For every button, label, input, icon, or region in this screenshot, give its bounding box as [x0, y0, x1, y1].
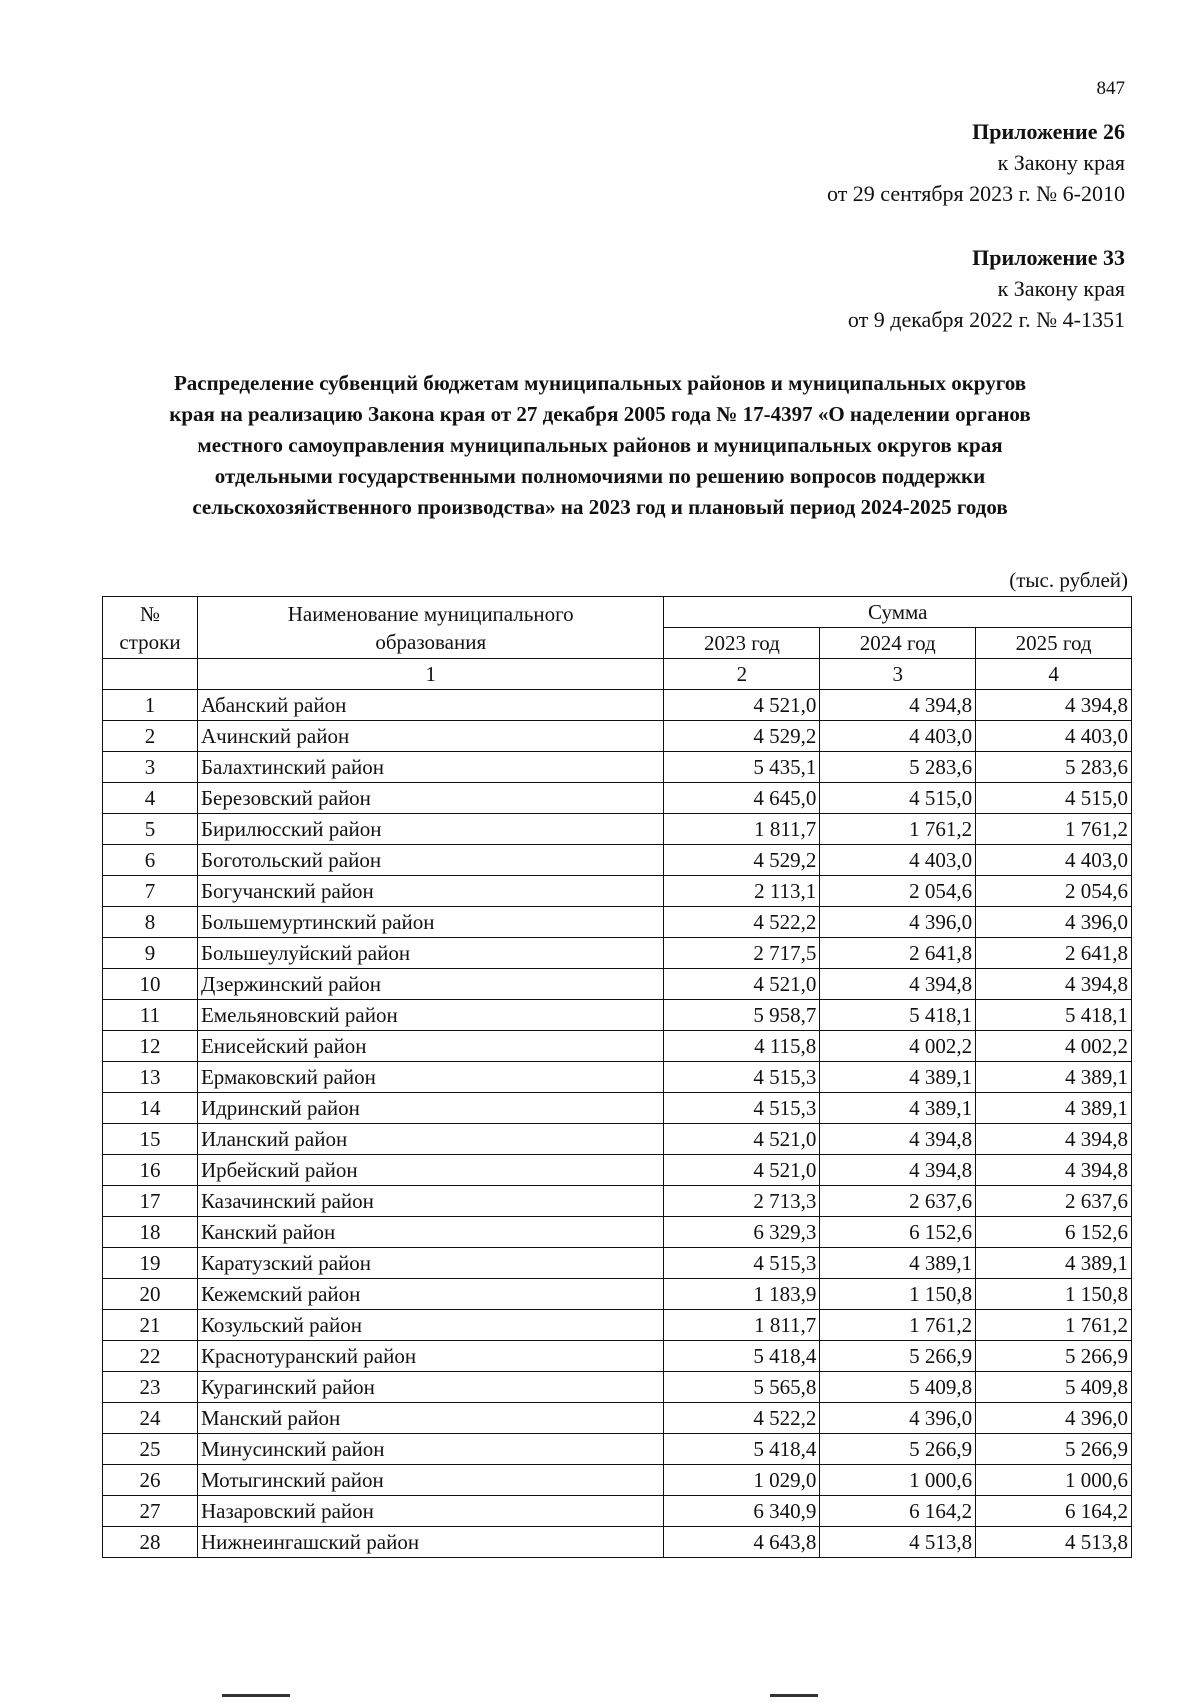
- subvention-table: [102, 596, 1132, 1558]
- table-row: [103, 1186, 1132, 1217]
- row-number-cell: 3: [103, 752, 198, 783]
- row-number-cell: 23: [103, 1372, 198, 1403]
- row-number-cell: 4: [103, 783, 198, 814]
- appendix-law: к Закону края: [997, 150, 1125, 175]
- amount-2025-cell: 1 000,6: [976, 1465, 1132, 1496]
- header-column-number: 3: [820, 659, 976, 690]
- amount-2024-cell: 4 396,0: [820, 1403, 976, 1434]
- header-text: строки: [119, 629, 181, 654]
- row-number-cell: 8: [103, 907, 198, 938]
- row-number-cell: 24: [103, 1403, 198, 1434]
- table-body: [103, 690, 1132, 1558]
- row-number-cell: 10: [103, 969, 198, 1000]
- amount-2023-cell: 4 521,0: [664, 690, 820, 721]
- table-row: [103, 783, 1132, 814]
- municipality-name-cell: Нижнеингашский район: [197, 1527, 664, 1558]
- amount-2024-cell: 5 266,9: [820, 1341, 976, 1372]
- amount-2023-cell: 5 958,7: [664, 1000, 820, 1031]
- title-line: отдельными государственными полномочиями по решению вопросов поддержки: [214, 464, 986, 488]
- amount-2024-cell: 1 000,6: [820, 1465, 976, 1496]
- municipality-name-cell: Большеулуйский район: [197, 938, 664, 969]
- title-line: сельскохозяйственного производства» на 2023 год и плановый период 2024-2025 годов: [192, 495, 1008, 519]
- amount-2024-cell: 4 513,8: [820, 1527, 976, 1558]
- municipality-name-cell: Назаровский район: [197, 1496, 664, 1527]
- amount-2024-cell: 4 403,0: [820, 845, 976, 876]
- table-row: [103, 1372, 1132, 1403]
- table-row: [103, 752, 1132, 783]
- row-number-cell: 18: [103, 1217, 198, 1248]
- amount-2024-cell: 4 394,8: [820, 1124, 976, 1155]
- amount-2024-cell: 5 283,6: [820, 752, 976, 783]
- municipality-name-cell: Ирбейский район: [197, 1155, 664, 1186]
- municipality-name-cell: Идринский район: [197, 1093, 664, 1124]
- amount-2024-cell: 1 761,2: [820, 1310, 976, 1341]
- amount-2025-cell: 4 515,0: [976, 783, 1132, 814]
- amount-2025-cell: 4 394,8: [976, 690, 1132, 721]
- amount-2025-cell: 4 396,0: [976, 1403, 1132, 1434]
- row-number-cell: 14: [103, 1093, 198, 1124]
- amount-2025-cell: 1 150,8: [976, 1279, 1132, 1310]
- row-number-cell: 27: [103, 1496, 198, 1527]
- amount-2024-cell: 4 389,1: [820, 1093, 976, 1124]
- municipality-name-cell: Абанский район: [197, 690, 664, 721]
- municipality-name-cell: Иланский район: [197, 1124, 664, 1155]
- row-number-cell: 15: [103, 1124, 198, 1155]
- amount-2023-cell: 1 183,9: [664, 1279, 820, 1310]
- row-number-cell: 26: [103, 1465, 198, 1496]
- appendix-law: к Закону края: [997, 276, 1125, 301]
- table-row: [103, 1093, 1132, 1124]
- units-note: (тыс. рублей): [1009, 568, 1128, 592]
- amount-2024-cell: 4 389,1: [820, 1248, 976, 1279]
- municipality-name-cell: Казачинский район: [197, 1186, 664, 1217]
- title-line: края на реализацию Закона края от 27 декабря 2005 года № 17-4397 «О наделении органов: [169, 402, 1031, 426]
- municipality-name-cell: Боготольский район: [197, 845, 664, 876]
- amount-2024-cell: 4 394,8: [820, 690, 976, 721]
- amount-2025-cell: 4 403,0: [976, 845, 1132, 876]
- amount-2023-cell: 4 529,2: [664, 721, 820, 752]
- table-row: [103, 1279, 1132, 1310]
- municipality-name-cell: Кежемский район: [197, 1279, 664, 1310]
- table-row: [103, 1310, 1132, 1341]
- amount-2024-cell: 4 403,0: [820, 721, 976, 752]
- amount-2023-cell: 2 113,1: [664, 876, 820, 907]
- amount-2023-cell: 5 418,4: [664, 1434, 820, 1465]
- amount-2025-cell: 4 389,1: [976, 1093, 1132, 1124]
- amount-2024-cell: 5 266,9: [820, 1434, 976, 1465]
- municipality-name-cell: Ермаковский район: [197, 1062, 664, 1093]
- amount-2024-cell: 1 761,2: [820, 814, 976, 845]
- amount-2024-cell: 2 641,8: [820, 938, 976, 969]
- amount-2025-cell: 6 152,6: [976, 1217, 1132, 1248]
- amount-2024-cell: 4 515,0: [820, 783, 976, 814]
- table-row: [103, 814, 1132, 845]
- municipality-name-cell: Канский район: [197, 1217, 664, 1248]
- row-number-cell: 22: [103, 1341, 198, 1372]
- amount-2025-cell: 5 409,8: [976, 1372, 1132, 1403]
- document-title: [100, 368, 1100, 523]
- amount-2024-cell: 6 152,6: [820, 1217, 976, 1248]
- table-row: [103, 1124, 1132, 1155]
- row-number-cell: 9: [103, 938, 198, 969]
- amount-2023-cell: 1 029,0: [664, 1465, 820, 1496]
- amount-2024-cell: 2 054,6: [820, 876, 976, 907]
- page-number: 847: [1096, 78, 1125, 99]
- amount-2024-cell: 4 002,2: [820, 1031, 976, 1062]
- appendix-header-26: [827, 116, 1125, 209]
- amount-2025-cell: 1 761,2: [976, 814, 1132, 845]
- table-row: [103, 1031, 1132, 1062]
- amount-2024-cell: 5 418,1: [820, 1000, 976, 1031]
- header-row-number: [103, 597, 198, 659]
- municipality-name-cell: Большемуртинский район: [197, 907, 664, 938]
- appendix-title: Приложение 33: [972, 245, 1125, 270]
- row-number-cell: 21: [103, 1310, 198, 1341]
- row-number-cell: 28: [103, 1527, 198, 1558]
- municipality-name-cell: Емельяновский район: [197, 1000, 664, 1031]
- municipality-name-cell: Козульский район: [197, 1310, 664, 1341]
- amount-2025-cell: 6 164,2: [976, 1496, 1132, 1527]
- table-row: [103, 1403, 1132, 1434]
- header-column-number: 2: [664, 659, 820, 690]
- amount-2023-cell: 5 418,4: [664, 1341, 820, 1372]
- amount-2025-cell: 4 394,8: [976, 1124, 1132, 1155]
- header-column-number-blank: [103, 659, 198, 690]
- row-number-cell: 1: [103, 690, 198, 721]
- amount-2025-cell: 2 637,6: [976, 1186, 1132, 1217]
- municipality-name-cell: Мотыгинский район: [197, 1465, 664, 1496]
- amount-2024-cell: 4 394,8: [820, 1155, 976, 1186]
- header-text: образования: [375, 629, 487, 654]
- amount-2023-cell: 4 643,8: [664, 1527, 820, 1558]
- row-number-cell: 7: [103, 876, 198, 907]
- row-number-cell: 17: [103, 1186, 198, 1217]
- table-row: [103, 1465, 1132, 1496]
- scan-artifact: [222, 1694, 290, 1697]
- table-row: [103, 1341, 1132, 1372]
- municipality-name-cell: Краснотуранский район: [197, 1341, 664, 1372]
- amount-2023-cell: 4 115,8: [664, 1031, 820, 1062]
- amount-2025-cell: 4 394,8: [976, 969, 1132, 1000]
- amount-2023-cell: 2 717,5: [664, 938, 820, 969]
- title-line: местного самоуправления муниципальных районов и муниципальных округов края: [197, 433, 1003, 457]
- municipality-name-cell: Березовский район: [197, 783, 664, 814]
- amount-2023-cell: 4 522,2: [664, 1403, 820, 1434]
- municipality-name-cell: Богучанский район: [197, 876, 664, 907]
- row-number-cell: 11: [103, 1000, 198, 1031]
- amount-2023-cell: 4 645,0: [664, 783, 820, 814]
- municipality-name-cell: Каратузский район: [197, 1248, 664, 1279]
- appendix-header-33: [848, 242, 1125, 335]
- table-row: [103, 1248, 1132, 1279]
- amount-2025-cell: 4 396,0: [976, 907, 1132, 938]
- header-municipality-name: [197, 597, 664, 659]
- row-number-cell: 13: [103, 1062, 198, 1093]
- amount-2024-cell: 4 389,1: [820, 1062, 976, 1093]
- row-number-cell: 5: [103, 814, 198, 845]
- row-number-cell: 2: [103, 721, 198, 752]
- amount-2023-cell: 4 529,2: [664, 845, 820, 876]
- amount-2023-cell: 4 521,0: [664, 969, 820, 1000]
- table-row: [103, 1155, 1132, 1186]
- amount-2025-cell: 4 389,1: [976, 1062, 1132, 1093]
- amount-2023-cell: 5 565,8: [664, 1372, 820, 1403]
- amount-2024-cell: 2 637,6: [820, 1186, 976, 1217]
- table-row: [103, 1000, 1132, 1031]
- table-row: [103, 721, 1132, 752]
- amount-2023-cell: 4 522,2: [664, 907, 820, 938]
- table-row: [103, 938, 1132, 969]
- municipality-name-cell: Енисейский район: [197, 1031, 664, 1062]
- amount-2025-cell: 4 403,0: [976, 721, 1132, 752]
- row-number-cell: 19: [103, 1248, 198, 1279]
- amount-2025-cell: 4 513,8: [976, 1527, 1132, 1558]
- amount-2023-cell: 6 340,9: [664, 1496, 820, 1527]
- table-row: [103, 845, 1132, 876]
- table-row: [103, 876, 1132, 907]
- municipality-name-cell: Дзержинский район: [197, 969, 664, 1000]
- amount-2025-cell: 5 283,6: [976, 752, 1132, 783]
- header-sum: Сумма: [664, 597, 1132, 628]
- municipality-name-cell: Курагинский район: [197, 1372, 664, 1403]
- table-row: [103, 907, 1132, 938]
- table-row: [103, 1217, 1132, 1248]
- amount-2023-cell: 5 435,1: [664, 752, 820, 783]
- amount-2024-cell: 6 164,2: [820, 1496, 976, 1527]
- appendix-title: Приложение 26: [972, 119, 1125, 144]
- table-row: [103, 1062, 1132, 1093]
- title-line: Распределение субвенций бюджетам муниципальных районов и муниципальных округов: [173, 371, 1027, 395]
- amount-2025-cell: 5 266,9: [976, 1341, 1132, 1372]
- row-number-cell: 20: [103, 1279, 198, 1310]
- amount-2023-cell: 4 515,3: [664, 1248, 820, 1279]
- amount-2025-cell: 2 641,8: [976, 938, 1132, 969]
- municipality-name-cell: Ачинский район: [197, 721, 664, 752]
- amount-2025-cell: 4 389,1: [976, 1248, 1132, 1279]
- municipality-name-cell: Бирилюсский район: [197, 814, 664, 845]
- amount-2025-cell: 5 266,9: [976, 1434, 1132, 1465]
- amount-2023-cell: 4 515,3: [664, 1093, 820, 1124]
- amount-2024-cell: 4 394,8: [820, 969, 976, 1000]
- row-number-cell: 6: [103, 845, 198, 876]
- amount-2024-cell: 4 396,0: [820, 907, 976, 938]
- table-row: [103, 1434, 1132, 1465]
- amount-2023-cell: 2 713,3: [664, 1186, 820, 1217]
- appendix-reference: от 29 сентября 2023 г. № 6-2010: [826, 181, 1125, 206]
- amount-2024-cell: 1 150,8: [820, 1279, 976, 1310]
- amount-2025-cell: 4 394,8: [976, 1155, 1132, 1186]
- amount-2025-cell: 1 761,2: [976, 1310, 1132, 1341]
- amount-2023-cell: 4 515,3: [664, 1062, 820, 1093]
- header-text: №: [139, 601, 160, 626]
- table-row: [103, 690, 1132, 721]
- appendix-reference: от 9 декабря 2022 г. № 4-1351: [847, 307, 1125, 332]
- row-number-cell: 25: [103, 1434, 198, 1465]
- header-column-number: 1: [197, 659, 664, 690]
- amount-2023-cell: 4 521,0: [664, 1155, 820, 1186]
- table-row: [103, 969, 1132, 1000]
- amount-2024-cell: 5 409,8: [820, 1372, 976, 1403]
- header-text: Наименование муниципального: [287, 601, 574, 626]
- row-number-cell: 12: [103, 1031, 198, 1062]
- municipality-name-cell: Манский район: [197, 1403, 664, 1434]
- amount-2023-cell: 4 521,0: [664, 1124, 820, 1155]
- scan-artifact: [770, 1694, 818, 1697]
- header-column-number: 4: [976, 659, 1132, 690]
- header-year-2025: 2025 год: [976, 628, 1132, 659]
- table-row: [103, 1527, 1132, 1558]
- amount-2025-cell: 4 002,2: [976, 1031, 1132, 1062]
- header-year-2024: 2024 год: [820, 628, 976, 659]
- amount-2023-cell: 1 811,7: [664, 814, 820, 845]
- table-row: [103, 1496, 1132, 1527]
- municipality-name-cell: Минусинский район: [197, 1434, 664, 1465]
- amount-2023-cell: 1 811,7: [664, 1310, 820, 1341]
- amount-2025-cell: 5 418,1: [976, 1000, 1132, 1031]
- header-year-2023: 2023 год: [664, 628, 820, 659]
- amount-2023-cell: 6 329,3: [664, 1217, 820, 1248]
- amount-2025-cell: 2 054,6: [976, 876, 1132, 907]
- row-number-cell: 16: [103, 1155, 198, 1186]
- municipality-name-cell: Балахтинский район: [197, 752, 664, 783]
